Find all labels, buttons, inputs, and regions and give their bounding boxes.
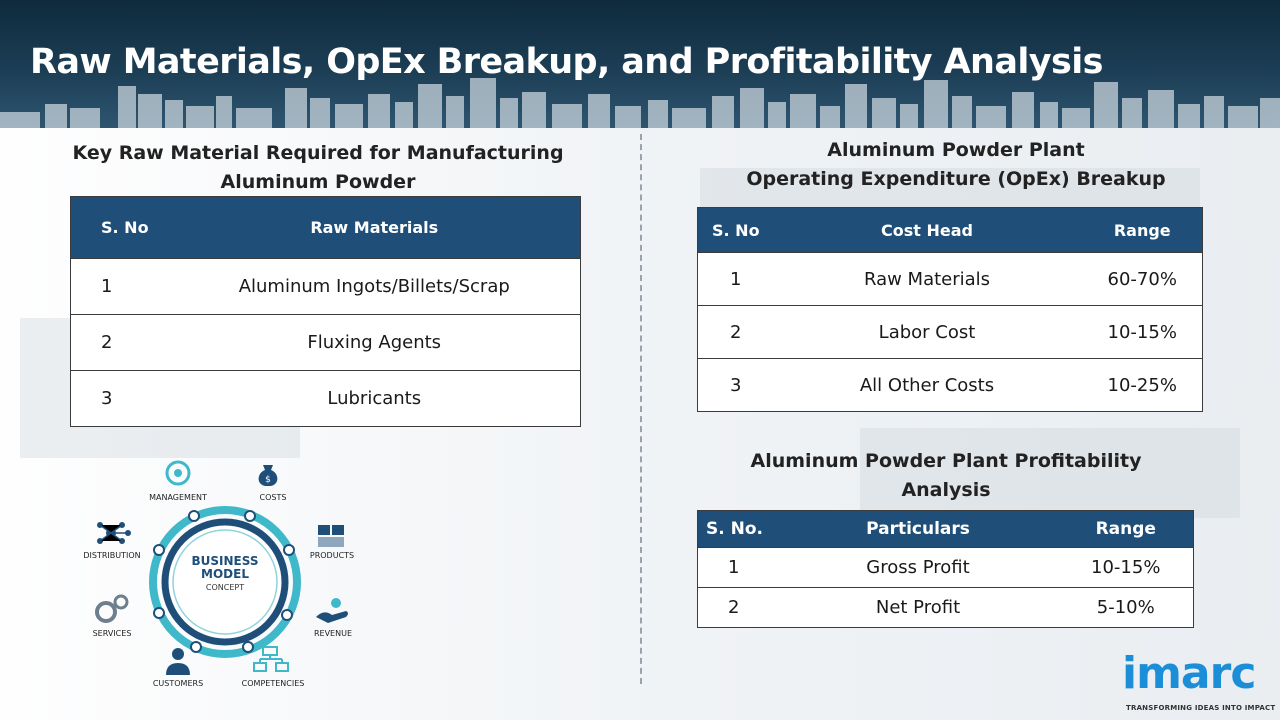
- table-header-row: [698, 511, 1194, 548]
- opex-heading: [700, 136, 1212, 194]
- center-line2: MODEL: [201, 567, 249, 581]
- cell-particulars: Gross Profit: [778, 548, 1059, 588]
- profitability-table: [697, 510, 1194, 628]
- column-header-range: Range: [1083, 208, 1203, 253]
- opex-heading-line2: Operating Expenditure (OpEx) Breakup: [746, 168, 1166, 190]
- cell-sno: 1: [698, 548, 778, 588]
- table-row: [71, 315, 581, 371]
- gears-icon: [97, 596, 127, 621]
- cell-sno: 1: [71, 259, 169, 315]
- label-management: MANAGEMENT: [149, 493, 207, 502]
- table-header-row: [698, 208, 1203, 253]
- cell-sno: 3: [698, 359, 772, 412]
- label-competencies: COMPETENCIES: [241, 679, 305, 688]
- imarc-logo: [1122, 648, 1276, 716]
- column-header-cost-head: Cost Head: [772, 208, 1083, 253]
- table-row: [71, 371, 581, 427]
- cell-material: Fluxing Agents: [169, 315, 581, 371]
- column-header-range: Range: [1059, 511, 1194, 548]
- table-row: [698, 359, 1203, 412]
- logo-wordmark: imarc: [1122, 648, 1256, 699]
- label-services: SERVICES: [92, 629, 132, 638]
- cell-sno: 3: [71, 371, 169, 427]
- cell-range: 10-25%: [1083, 359, 1203, 412]
- label-revenue: REVENUE: [313, 629, 353, 638]
- cell-range: 60-70%: [1083, 253, 1203, 306]
- cell-cost-head: Raw Materials: [772, 253, 1083, 306]
- city-skyline-image: [0, 78, 1280, 128]
- hand-coin-icon: [316, 598, 348, 623]
- opex-table: [697, 207, 1203, 412]
- cell-sno: 1: [698, 253, 772, 306]
- column-header-particulars: Particulars: [778, 511, 1059, 548]
- cell-cost-head: Labor Cost: [772, 306, 1083, 359]
- cell-cost-head: All Other Costs: [772, 359, 1083, 412]
- table-row: [698, 548, 1194, 588]
- table-row: [71, 259, 581, 315]
- column-header-raw-materials: Raw Materials: [169, 197, 581, 259]
- profitability-heading-line2: Analysis: [901, 479, 991, 501]
- label-costs: COSTS: [259, 493, 287, 502]
- table-row: [698, 588, 1194, 628]
- logo-tagline: TRANSFORMING IDEAS INTO IMPACT: [1126, 704, 1276, 712]
- column-header-sno: S. No: [71, 197, 169, 259]
- profitability-heading: [690, 447, 1202, 505]
- recycle-gear-icon: [167, 462, 189, 484]
- column-header-sno: S. No: [698, 208, 772, 253]
- table-row: [698, 253, 1203, 306]
- section-divider: [640, 134, 642, 684]
- raw-materials-heading: [70, 139, 566, 197]
- profitability-heading-line1: Aluminum Powder Plant Profitability: [750, 450, 1142, 472]
- org-chart-icon: [254, 647, 288, 671]
- header-banner: [0, 0, 1280, 128]
- cell-material: Lubricants: [169, 371, 581, 427]
- table-row: [698, 306, 1203, 359]
- center-line3: CONCEPT: [205, 583, 245, 592]
- boxes-icon: [318, 525, 344, 547]
- cell-sno: 2: [71, 315, 169, 371]
- cell-material: Aluminum Ingots/Billets/Scrap: [169, 259, 581, 315]
- business-model-center-text: [175, 555, 275, 594]
- label-distribution: DISTRIBUTION: [83, 551, 141, 560]
- center-line1: BUSINESS: [191, 554, 259, 568]
- table-header-row: [71, 197, 581, 259]
- cell-sno: 2: [698, 588, 778, 628]
- cell-particulars: Net Profit: [778, 588, 1059, 628]
- cell-range: 10-15%: [1059, 548, 1194, 588]
- raw-materials-heading-line2: Aluminum Powder: [220, 171, 416, 193]
- cell-sno: 2: [698, 306, 772, 359]
- business-model-diagram: [80, 455, 370, 700]
- cell-range: 5-10%: [1059, 588, 1194, 628]
- money-bag-icon: [259, 465, 278, 486]
- person-icon: [166, 648, 190, 675]
- label-customers: CUSTOMERS: [152, 679, 204, 688]
- page-title: Raw Materials, OpEx Breakup, and Profitability Analysis: [30, 42, 1103, 82]
- network-icon: [97, 522, 131, 544]
- opex-heading-line1: Aluminum Powder Plant: [827, 139, 1085, 161]
- column-header-sno: S. No.: [698, 511, 778, 548]
- cell-range: 10-15%: [1083, 306, 1203, 359]
- raw-materials-table: [70, 196, 581, 427]
- label-products: PRODUCTS: [309, 551, 355, 560]
- svg-text:$: $: [265, 475, 271, 485]
- raw-materials-heading-line1: Key Raw Material Required for Manufacturing: [72, 142, 564, 164]
